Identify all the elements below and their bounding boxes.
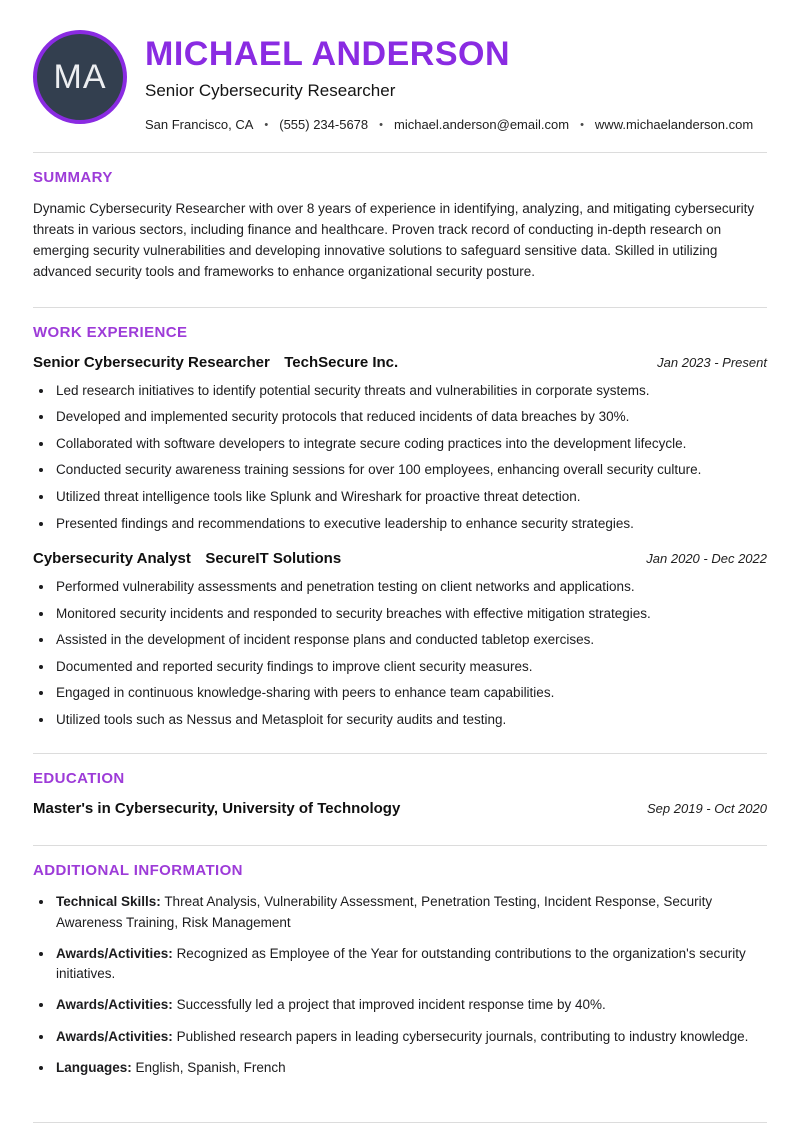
job-entry (33, 550, 767, 729)
contact-website: www.michaelanderson.com (594, 117, 754, 132)
job-bullet: • Engaged in continuous knowledge-sharing with peers to enhance team capabilities. (54, 683, 767, 703)
additional-item (54, 995, 767, 1015)
education-section (33, 753, 767, 845)
job-bullet: • Developed and implemented security protocols that reduced incidents of data breaches by 30%. (54, 407, 767, 427)
job-company: TechSecure Inc. (284, 353, 399, 371)
summary-text: Dynamic Cybersecurity Researcher with over 8 years of experience in identifying, analyzing, and mitigating cybersecurity threats in various sectors, including finance and healthcare. Proven track record of conducting in-depth research on emerging security vulnerabilities and developing innovative solutions to safeguard sensitive data. Skilled in utilizing advanced security tools and frameworks to enhance organizational security posture. (33, 201, 755, 279)
education-degree: Master's in Cybersecurity, University of Technology (33, 800, 401, 818)
header-text (145, 30, 753, 132)
additional-item-label: Awards/Activities: (56, 997, 173, 1013)
additional-item (54, 1027, 767, 1047)
education-dates: Sep 2019 - Oct 2020 (647, 801, 767, 817)
additional-item-label: Languages: (56, 1059, 132, 1075)
job-bullet: • Presented findings and recommendations to executive leadership to enhance security strategies. (54, 514, 767, 534)
job-bullet: • Monitored security incidents and responded to security breaches with effective mitigation strategies. (54, 604, 767, 624)
resume-header (33, 30, 767, 152)
summary-heading: SUMMARY (33, 169, 113, 186)
job-title-line (33, 354, 398, 372)
bottom-divider (33, 1122, 767, 1130)
job-bullet: • Assisted in the development of incident response plans and conducted tabletop exercises. (54, 630, 767, 650)
additional-item-text: English, Spanish, French (135, 1059, 286, 1075)
contact-separator: • (379, 118, 383, 131)
additional-item-text: Threat Analysis, Vulnerability Assessment, Penetration Testing, Incident Response, Security Awareness Training, Risk Management (56, 894, 713, 930)
contact-location: San Francisco, CA (145, 117, 254, 132)
job-bullet: • Documented and reported security findings to improve client security measures. (54, 657, 767, 677)
additional-item-text: Successfully led a project that improved incident response time by 40%. (176, 997, 606, 1013)
job-bullet: • Led research initiatives to identify potential security threats and vulnerabilities in corporate systems. (54, 381, 767, 401)
name-heading: MICHAEL ANDERSON (145, 35, 511, 73)
additional-item (54, 944, 767, 985)
summary-section (33, 152, 767, 307)
additional-item (54, 892, 767, 933)
additional-item-label: Technical Skills: (56, 894, 161, 910)
additional-item-text: Recognized as Employee of the Year for outstanding contributions to the organization's security initiatives. (56, 945, 746, 982)
additional-information-section (33, 845, 767, 1122)
contact-phone: (555) 234-5678 (279, 117, 369, 132)
job-bullet: • Performed vulnerability assessments and penetration testing on client networks and applications. (54, 577, 767, 597)
job-entry-header (33, 550, 767, 568)
contact-separator: • (580, 118, 584, 131)
work-experience-section (33, 307, 767, 754)
additional-item-text: Published research papers in leading cybersecurity journals, contributing to industry knowledge. (176, 1028, 749, 1044)
education-heading: EDUCATION (33, 770, 125, 788)
contact-separator: • (264, 118, 269, 131)
avatar-initials: MA (53, 57, 107, 96)
additional-item (54, 1058, 767, 1078)
contact-row (145, 117, 753, 132)
job-title: Senior Cybersecurity Researcher (33, 353, 270, 371)
avatar (33, 30, 127, 124)
job-company: SecureIT Solutions (205, 550, 342, 568)
work-experience-heading: WORK EXPERIENCE (33, 323, 188, 341)
job-title: Cybersecurity Analyst (33, 550, 191, 568)
job-dates: Jan 2020 - Dec 2022 (646, 551, 767, 567)
job-bullet: • Collaborated with software developers to integrate secure coding practices into the development lifecycle. (54, 434, 767, 454)
header-job-title: Senior Cybersecurity Researcher (145, 81, 396, 100)
additional-item-list (33, 892, 767, 1078)
job-dates: Jan 2023 - Present (657, 354, 767, 370)
job-title-line (33, 550, 341, 568)
job-bullet: • Conducted security awareness training sessions for over 100 employees, enhancing overall security culture. (54, 460, 767, 480)
job-bullet-list (33, 577, 767, 729)
additional-information-heading: ADDITIONAL INFORMATION (33, 862, 243, 880)
job-bullet: • Utilized tools such as Nessus and Metasploit for security audits and testing. (54, 710, 767, 730)
job-bullet-list (33, 381, 767, 533)
education-entry (33, 800, 767, 817)
contact-email: michael.anderson@email.com (394, 117, 570, 132)
additional-item-label: Awards/Activities: (56, 945, 173, 961)
job-entry (33, 354, 767, 533)
job-bullet: • Utilized threat intelligence tools like Splunk and Wireshark for proactive threat detection. (54, 487, 767, 507)
job-entry-header (33, 354, 767, 372)
additional-item-label: Awards/Activities: (56, 1028, 173, 1044)
